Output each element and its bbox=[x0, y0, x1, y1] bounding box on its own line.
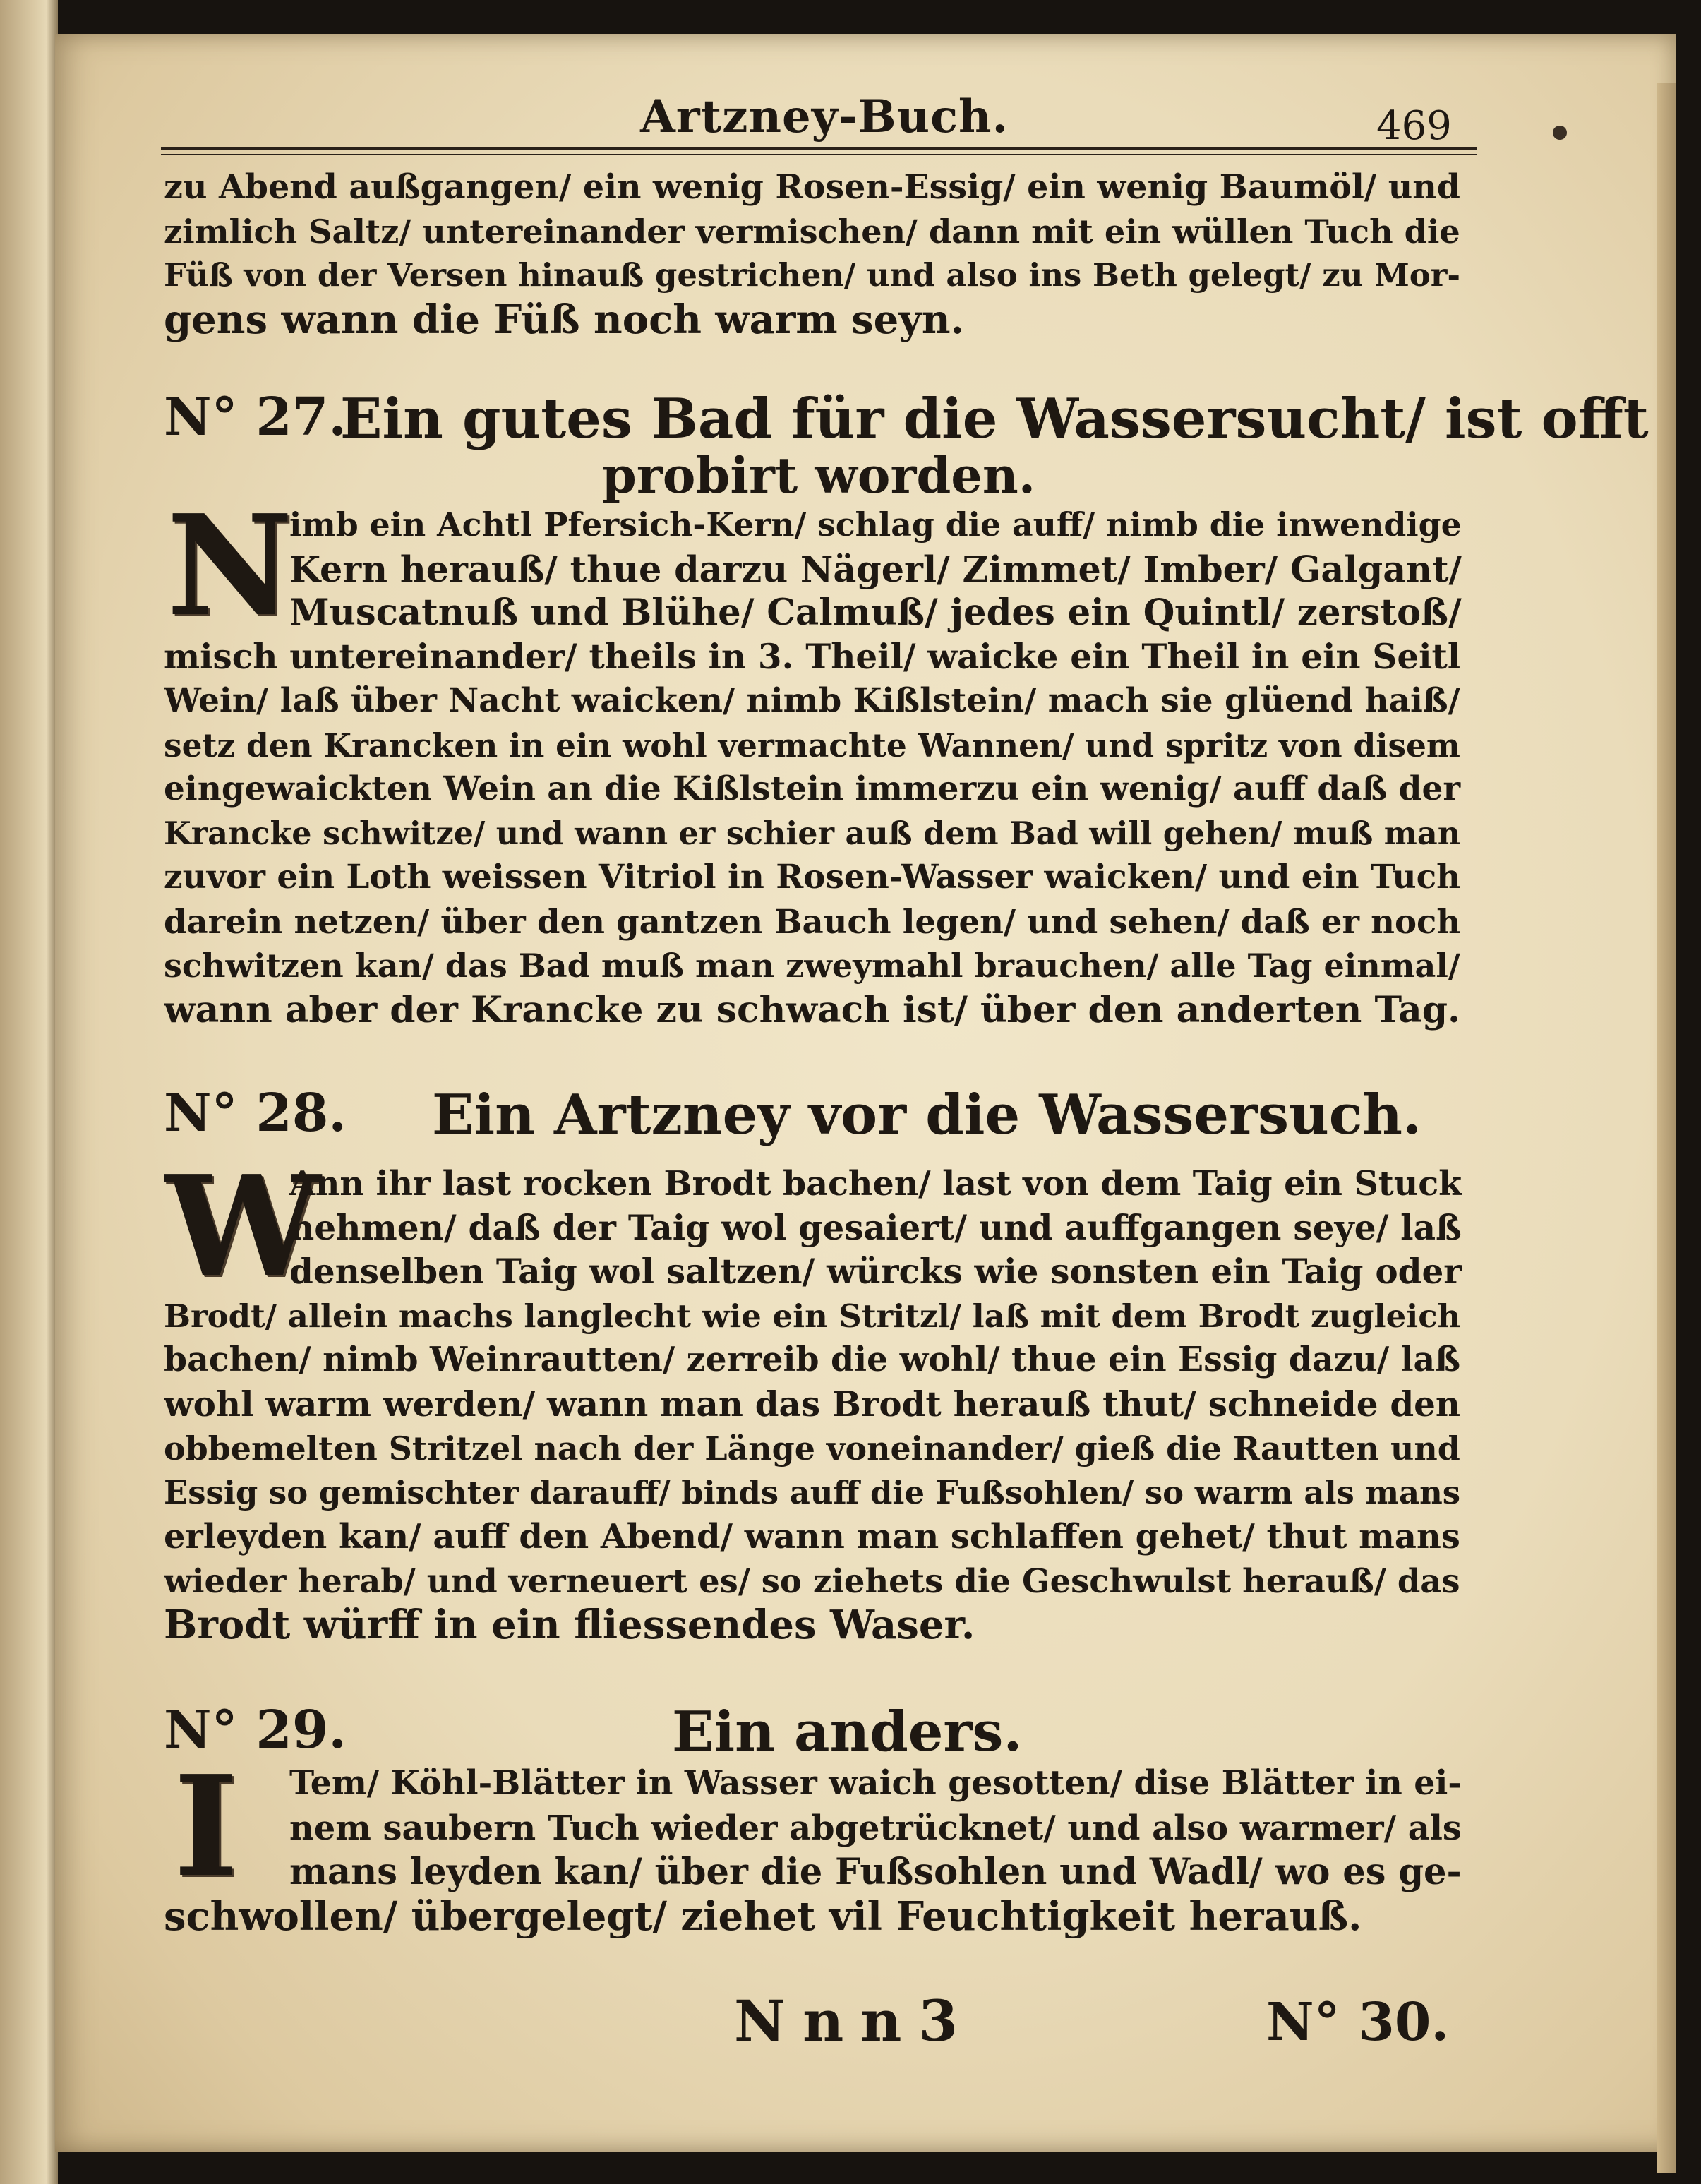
recipe-27-heading bbox=[164, 387, 1649, 505]
text-line: zu Abend außgangen/ ein wenig Rosen-Essig/ ein wenig Baumöl/ und bbox=[164, 167, 1460, 207]
text-line: bachen/ nimb Weinrautten/ zerreib die wohl/ thue ein Essig dazu/ laß bbox=[164, 1340, 1461, 1379]
text-line: Muscatnuß und Blühe/ Calmuß/ jedes ein Quintl/ zerstoß/ bbox=[289, 592, 1462, 634]
header-rule-thin bbox=[161, 154, 1477, 155]
recipe-28-text bbox=[164, 1162, 1474, 1648]
text-line: Brodt/ allein machs langlecht wie ein Stritzl/ laß mit dem Brodt zugleich bbox=[164, 1297, 1461, 1335]
text-line: nehmen/ daß der Taig wol gesaiert/ und auffgangen seye/ laß bbox=[289, 1207, 1462, 1248]
text-line: Brodt würff in ein fliessendes Waser. bbox=[164, 1603, 975, 1648]
text-line: obbemelten Stritzel nach der Länge voneinander/ gieß die Rautten und bbox=[164, 1429, 1460, 1468]
decorated-initial: I bbox=[174, 1746, 239, 1908]
signature-mark: Nnn3 bbox=[734, 1988, 975, 2054]
recipe-number: N° 28. bbox=[164, 1083, 347, 1144]
text-line: Ann ihr last rocken Brodt bachen/ last von dem Taig ein Stuck bbox=[289, 1164, 1462, 1204]
recipe-number: N° 27. bbox=[164, 387, 347, 448]
text-line: eingewaickten Wein an die Kißlstein immerzu ein wenig/ auff daß der bbox=[164, 769, 1461, 808]
text-line: mans leyden kan/ über die Fußsohlen und Wadl/ wo es ge- bbox=[289, 1851, 1462, 1893]
text-line: setz den Krancken in ein wohl vermachte Wannen/ und spritz von disem bbox=[164, 726, 1460, 764]
recipe-title: Ein anders. bbox=[672, 1700, 1023, 1764]
header-rule bbox=[161, 147, 1477, 150]
recipe-28-heading bbox=[164, 1083, 1474, 1146]
text-line: nem saubern Tuch wieder abgetrücknet/ und also warmer/ als bbox=[289, 1808, 1462, 1848]
recipe-number: N° 29. bbox=[164, 1700, 347, 1760]
text-line: wohl warm werden/ wann man das Brodt herauß thut/ schneide den bbox=[164, 1384, 1461, 1424]
text-line: Tem/ Köhl-Blätter in Wasser waich gesotten/ dise Blätter in ei- bbox=[289, 1764, 1462, 1803]
text-line: Wein/ laß über Nacht waicken/ nimb Kißlstein/ mach sie glüend haiß/ bbox=[164, 681, 1460, 720]
text-line: zimlich Saltz/ untereinander vermischen/ dann mit ein wüllen Tuch die bbox=[164, 212, 1460, 251]
text-line: erleyden kan/ auff den Abend/ wann man schlaffen gehet/ thut mans bbox=[164, 1517, 1460, 1556]
text-line: denselben Taig wol saltzen/ würcks wie sonsten ein Taig oder bbox=[289, 1252, 1462, 1292]
recipe-29-text bbox=[164, 1762, 1474, 1938]
decorated-initial: N bbox=[167, 485, 294, 647]
text-line: Essig so gemischter darauff/ binds auff die Fußsohlen/ so warm als mans bbox=[164, 1473, 1461, 1511]
text-line: imb ein Achtl Pfersich-Kern/ schlag die auff/ nimb die inwendige bbox=[289, 505, 1462, 544]
page-edge bbox=[1657, 83, 1676, 2173]
running-title: Artzney-Buch. bbox=[640, 90, 1009, 143]
text-line: Kern herauß/ thue darzu Nägerl/ Zimmet/ Imber/ Galgant/ bbox=[289, 547, 1462, 590]
text-line: zuvor ein Loth weissen Vitriol in Rosen-Wasser waicken/ und ein Tuch bbox=[164, 858, 1461, 896]
recipe-title: Ein gutes Bad für die Wassersucht/ ist offt bbox=[340, 387, 1649, 451]
facing-page-edge bbox=[0, 0, 58, 2184]
text-line: Füß von der Versen hinauß gestrichen/ und also ins Beth gelegt/ zu Mor- bbox=[164, 256, 1461, 294]
ink-blot bbox=[1553, 126, 1567, 140]
text-line: gens wann die Füß noch warm seyn. bbox=[164, 297, 965, 342]
recipe-title: Ein Artzney vor die Wassersuch. bbox=[432, 1083, 1422, 1147]
text-line: darein netzen/ über den gantzen Bauch legen/ und sehen/ daß er noch bbox=[164, 901, 1461, 941]
recipe-title-continued: probirt worden. bbox=[601, 446, 1036, 505]
text-line: schwollen/ übergelegt/ ziehet vil Feuchtigkeit herauß. bbox=[164, 1894, 1362, 1938]
text-line: Krancke schwitze/ und wann er schier auß dem Bad will gehen/ muß man bbox=[164, 815, 1461, 852]
text-line: misch untereinander/ theils in 3. Theil/ waicke ein Theil in ein Seitl bbox=[164, 637, 1461, 677]
text-line: wieder herab/ und verneuert es/ so ziehets die Geschwulst herauß/ das bbox=[164, 1561, 1460, 1600]
page-number: 469 bbox=[1376, 103, 1452, 149]
intro-paragraph bbox=[164, 165, 1474, 342]
decorated-initial: W bbox=[165, 1146, 321, 1308]
catchword: N° 30. bbox=[1266, 1992, 1450, 2053]
text-line: schwitzen kan/ das Bad muß man zweymahl brauchen/ alle Tag einmal/ bbox=[164, 947, 1460, 985]
recipe-27-text bbox=[164, 503, 1474, 1032]
text-line: wann aber der Krancke zu schwach ist/ über den anderten Tag. bbox=[164, 988, 1461, 1031]
recipe-29-heading bbox=[164, 1700, 1474, 1763]
